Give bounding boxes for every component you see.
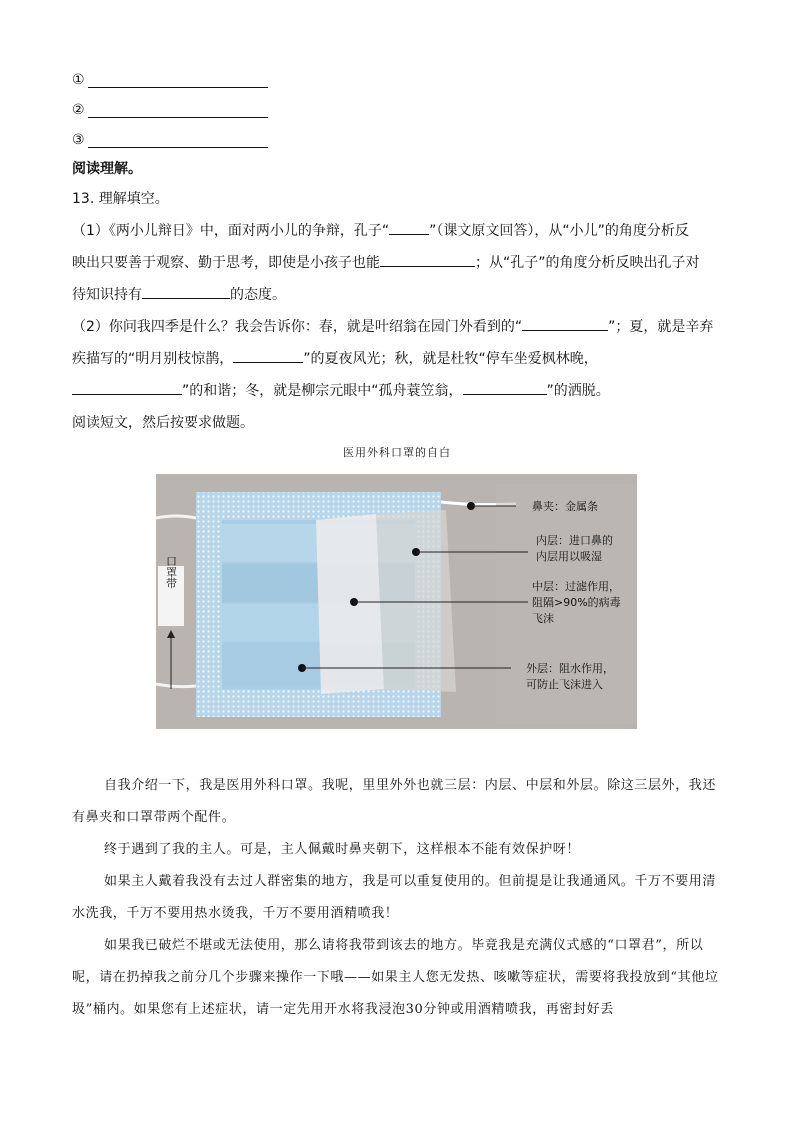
q13-part1-line2 bbox=[72, 252, 700, 274]
answer-line-3[interactable] bbox=[72, 126, 268, 148]
q13-p2-l2-a: 疾描写的“明月别枝惊鹊， bbox=[72, 351, 234, 367]
passage-paragraph-3: 如果主人戴着我没有去过人群密集的地方，我是可以重复使用的。但前提是让我通通风。千万不要用清水洗我，千万不要用热水烫我，千万不要用酒精喷我！ bbox=[72, 874, 717, 921]
passage-paragraph-4: 如果我已破烂不堪或无法使用，那么请将我带到该去的地方。毕竟我是充满仪式感的“口罩君”，所以呢，请在扔掉我之前分几个步骤来操作一下哦——如果主人您无发热、咳嗽等症状，需要将我投放到“其他垃圾”桶内。如果您有上述症状，请一定先用开水将我浸泡30分钟或用酒精喷我，再密封好丢 bbox=[72, 938, 719, 1017]
passage-paragraph-2: 终于遇到了我的主人。可是，主人佩戴时鼻夹朝下，这样根本不能有效保护呀！ bbox=[104, 842, 581, 857]
label-middle-2: 阻隔>90%的病毒 bbox=[532, 596, 621, 609]
q13-part2-line2 bbox=[72, 348, 598, 370]
label-outer-2: 可防止飞沫进入 bbox=[526, 678, 603, 691]
inner-layer-peel bbox=[316, 514, 384, 694]
answer-blank-2[interactable] bbox=[88, 103, 268, 118]
q13-part2-line3 bbox=[72, 380, 610, 402]
middle-layer-peel bbox=[376, 510, 456, 692]
passage bbox=[72, 770, 722, 1026]
label-outer-1: 外层：阻水作用， bbox=[526, 662, 614, 675]
figure-caption: 医用外科口罩的自白 bbox=[343, 446, 451, 459]
q13-p1-l2-a: 映出只要善于观察、勤于思考，即使是小孩子也能 bbox=[72, 255, 380, 271]
q13-p1-l3-b: 的态度。 bbox=[230, 287, 286, 303]
label-nose-clip: 鼻夹：金属条 bbox=[532, 500, 598, 513]
section-title: 阅读理解。 bbox=[72, 161, 142, 177]
label-middle-3: 飞沫 bbox=[532, 612, 554, 625]
q13-p1-l1-a: （1）《两小儿辩日》中，面对两小儿的争辩，孔子“ bbox=[72, 223, 390, 239]
answer-number-1: ① bbox=[72, 72, 85, 88]
q13-p2-l1-a: （2）你问我四季是什么？我会告诉你：春，就是叶绍翁在园门外看到的“ bbox=[72, 319, 523, 335]
blank-winter[interactable] bbox=[463, 380, 547, 395]
answer-blank-3[interactable] bbox=[88, 133, 268, 148]
blank-confucius-answer[interactable] bbox=[389, 220, 429, 235]
q13-p1-l1-b: ”（课文原文回答），从“小儿”的角度分析反 bbox=[429, 223, 689, 239]
label-middle-1: 中层：过滤作用， bbox=[532, 580, 620, 593]
q13-part1-line1 bbox=[72, 220, 689, 242]
q13-p2-l1-b: ”；夏，就是辛弃 bbox=[608, 319, 714, 335]
answer-line-1[interactable] bbox=[72, 66, 268, 88]
blank-spring[interactable] bbox=[522, 316, 608, 331]
q13-p2-l2-b: ”的夏夜风光；秋，就是杜牧“停车坐爱枫林晚， bbox=[303, 351, 598, 367]
blank-summer[interactable] bbox=[233, 348, 303, 363]
passage-paragraph-1: 自我介绍一下，我是医用外科口罩。我呢，里里外外也就三层：内层、中层和外层。除这三层外，我还有鼻夹和口罩带两个配件。 bbox=[72, 778, 717, 825]
blank-attitude[interactable] bbox=[142, 284, 230, 299]
mask-bottom-seam bbox=[196, 689, 441, 717]
q13-p2-l3-b: ”的洒脱。 bbox=[546, 383, 610, 399]
mask-left-seam bbox=[196, 492, 222, 717]
q13-p1-l2-b: ；从“孔子”的角度分析反映出孔子对 bbox=[475, 255, 700, 271]
q13-p2-l3-a: ”的和谐；冬，就是柳宗元眼中“孤舟蓑笠翁， bbox=[182, 383, 463, 399]
label-inner-2: 内层用以吸湿 bbox=[536, 550, 602, 563]
answer-number-3: ③ bbox=[72, 132, 85, 148]
question-13-title: 13. 理解填空。 bbox=[72, 191, 169, 207]
mask-diagram bbox=[156, 474, 637, 729]
q13-part1-line3 bbox=[72, 284, 286, 306]
answer-number-2: ② bbox=[72, 102, 85, 118]
reading-instruction: 阅读短文，然后按要求做题。 bbox=[72, 415, 254, 431]
q13-p1-l3-a: 待知识持有 bbox=[72, 287, 142, 303]
label-inner-1: 内层：进口鼻的 bbox=[536, 534, 613, 547]
answer-line-2[interactable] bbox=[72, 96, 268, 118]
blank-children-ability[interactable] bbox=[380, 252, 475, 267]
answer-blank-1[interactable] bbox=[88, 73, 268, 88]
label-strap: 口罩带 bbox=[164, 555, 178, 589]
blank-autumn[interactable] bbox=[72, 380, 182, 395]
q13-part2-line1 bbox=[72, 316, 713, 338]
